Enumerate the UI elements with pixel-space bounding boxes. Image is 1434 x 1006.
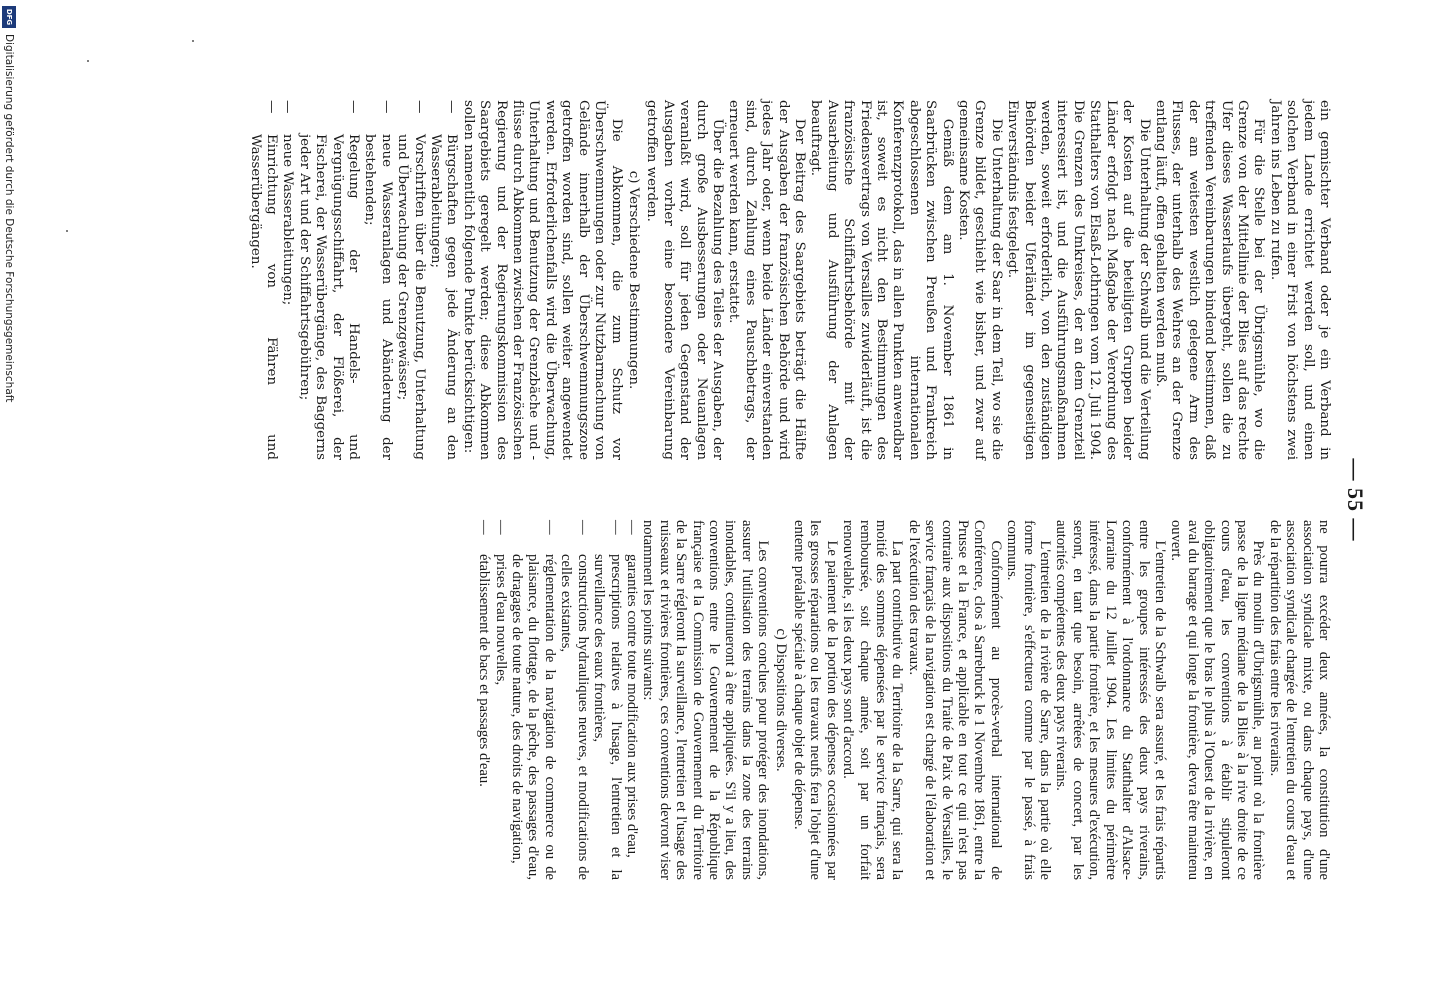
french-paragraph: La part contributive du Territoire de la Sarre, qui sera la moitié des sommes dépensées par le service français, sera remboursée, soit chaque année, soit par un forfait renouvelable, si les deux pays sont d'accord. xyxy=(840,520,906,880)
french-paragraph: Près du moulin d'Ubrigsmühle, au point où la frontière passe de la ligne médiane de la Blies à la rive droite de ce cours d'eau, les conventions à établir stipuleront obligatoirement que le bras le plus à l'Ouest de la rivière, en aval du barrage et qui longe la frontière, devra être maintenu ouvert. xyxy=(1168,520,1267,880)
french-paragraph: ne pourra excéder deux années, la constitution d'une association syndicale mixte, ou dans chaque pays, d'une association syndicale chargée de l'entretien du cours d'eau et de la répartition des frais entre les riverains. xyxy=(1266,520,1332,880)
list-item: — Einrichtung von Fähren und Wasserübergängen. xyxy=(246,100,279,460)
french-item-list xyxy=(476,520,640,880)
german-paragraph: Gemäß dem am 1. November 1861 in Saarbrücken zwischen Preußen und Frankreich abgeschlossenen internationalen Konferenzprotokoll, das in allen Punkten anwendbar ist, soweit es nicht den Bestimmungen des Friedensvertrags von Versailles zuwiderläuft, ist die französische Schiffahrtsbehörde mit der Ausarbeitung und Ausführung der Anlagen beauftragt. xyxy=(808,100,955,460)
scan-speck xyxy=(66,230,68,232)
list-item: — neue Wasserableitungen; xyxy=(279,100,295,460)
french-section-heading: c) Dispositions diverses. xyxy=(772,628,789,772)
list-item: — Vorschriften über die Benutzung, Unterhaltung und Überwachung der Grenzgewässer; xyxy=(394,100,427,460)
german-paragraph: Die Abkommen, die zum Schutz vor Überschwemmungen oder zur Nutzbarmachung von Gelände innerhalb der Überschwemmungszone getroffen worden sind, sollen weiter angewendet werden. Erforderlichenfalls wird die Überwachung, Unterhaltung und Benutzung der Grenzbäche und -flüsse durch Abkommen zwischen der Französischen Regierung und der Regierungskommission des Saargebiets geregelt werden; diese Abkommen sollen namentlich folgende Punkte berücksichtigen: xyxy=(460,100,624,460)
scan-speck xyxy=(87,60,89,62)
german-column xyxy=(246,100,1332,460)
german-section-heading: c) Verschiedene Bestimmungen. xyxy=(625,170,641,390)
list-item: — réglementation de la navigation de commerce ou de plaisance, du flottage, de la pêche, des passages d'eau, de dragages de toute nature, des droits de navigation, xyxy=(509,520,558,880)
german-paragraph: Der Beitrag des Saargebiets beträgt die Hälfte der Ausgaben der französischen Behörde und wird jedes Jahr oder, wenn beide Länder einverstanden sind, durch Zahlung eines Pauschbetrags, der erneuert werden kann, erstattet. xyxy=(726,100,807,460)
french-paragraph: L'entretien de la rivière de Sarre, dans la partie où elle forme frontière, s'effectuera comme par le passé, à frais communs. xyxy=(1004,520,1054,880)
list-item: — Regelung der Handels- und Vergnügungsschiffahrt, der Flößerei, der Fischerei, der Wasserübergänge, des Baggerns jeder Art und der Schiffahrtsgebühren; xyxy=(295,100,361,460)
french-paragraph: L'entretien de la Schwalb sera assuré, et les frais répartis entre les groupes intéressés des deux pays riverains, conformément à l'ordonnance du Statthalter d'Alsace-Lorraine du 12 Juillet 1904. Les limites du périmètre intéressé, dans la partie frontière, et les mesures d'exécution, seront, en tant que besoin, arrêtées de concert, par les autorités compétentes des deux pays riverains. xyxy=(1053,520,1168,880)
page-number: — 55 — xyxy=(1343,458,1368,542)
scan-speck xyxy=(192,40,194,42)
list-item: — Bürgschaften gegen jede Änderung an den Wasserableitungen; xyxy=(427,100,460,460)
french-paragraph: Les conventions conclues pour protéger des inondations, assurer l'utilisation des terrains dans la zone des terrains inondables, continueront à être appliquées. S'il y a lieu, des conventions entre le Gouvernement de la République française et la Commission de Gouvernement du Territoire de la Sarre régleront la surveillance, l'entretien et l'usage des ruisseaux et rivières frontières, ces conventions devront viser notamment les points suivants: xyxy=(640,520,772,880)
list-item: — établissement de bacs et passages d'eau. xyxy=(476,520,492,880)
list-item: — neue Wasseranlagen und Abänderung der bestehenden; xyxy=(361,100,394,460)
german-item-list xyxy=(246,100,459,460)
french-paragraph: Conformément au procès-verbal international de Conférence, clos à Sarrebruck le 1 Novembre 1861, entre la Prusse et la France, et applicable en tout ce qui n'est pas contraire aux dispositions du Traité de Paix de Versailles, le service français de la navigation est chargé de l'élaboration et de l'exécution des travaux. xyxy=(905,520,1004,880)
german-paragraph: ein gemischter Verband oder je ein Verband in jedem Lande errichtet werden soll, und einen solchen Verband in einer Frist von höchstens zwei Jahren ins Leben zu rufen. xyxy=(1267,100,1332,460)
french-paragraph: Le paiement de la portion des dépenses occasionnées par les grosses réparations ou les travaux neufs fera l'objet d'une entente préalable spéciale à chaque objet de dépense. xyxy=(791,520,840,880)
list-item: — constructions hydrauliques neuves, et modifications de celles existantes, xyxy=(558,520,591,880)
german-paragraph: Über die Bezahlung des Teiles der Ausgaben, der durch große Ausbesserungen oder Neuanlagen veranlaßt wird, soll für jeden Gegenstand der Ausgaben vorher eine besondere Vereinbarung getroffen werden. xyxy=(644,100,725,460)
german-paragraph: Für die Stelle bei der Übrigsmühle, wo die Grenze von der Mittellinie der Blies auf das rechte Ufer dieses Wasserlaufs übergeht, sollen die zu treffenden Vereinbarungen bindend bestimmen, daß der am weitesten westlich gelegene Arm des Flusses, der unterhalb des Wehres an der Grenze entlang läuft, offen gehalten werden muß. xyxy=(1152,100,1267,460)
list-item: — prises d'eau nouvelles, xyxy=(492,520,508,880)
german-paragraph: Die Unterhaltung der Saar in dem Teil, wo sie die Grenze bildet, geschieht wie bisher, und zwar auf gemeinsame Kosten. xyxy=(956,100,1004,460)
german-paragraph: Die Unterhaltung der Schwalb und die Verteilung der Kosten auf die beteiligten Gruppen beider Länder erfolgt nach Maßgabe der Verordnung des Statthalters von Elsaß-Lothringen vom 12. Juli 1904. Die Grenzen des Umkreises, der an dem Grenzteil interessiert ist, und die Ausführungsmaßnahmen werden, soweit erforderlich, von den zuständigen Behörden beider Uferländer im gegenseitigen Einverständnis festgelegt. xyxy=(1005,100,1152,460)
list-item: — prescriptions relatives à l'usage, l'entretien et la surveillance des eaux frontières, xyxy=(591,520,624,880)
french-column xyxy=(476,520,1332,880)
digitization-colophon xyxy=(2,0,16,1006)
dfg-logo-icon: DFG xyxy=(2,6,16,28)
colophon-text: Digitalisierung gefördert durch die Deutsche Forschungsgemeinschaft xyxy=(3,34,15,403)
list-item: — garanties contre toute modification aux prises d'eau, xyxy=(624,520,640,880)
